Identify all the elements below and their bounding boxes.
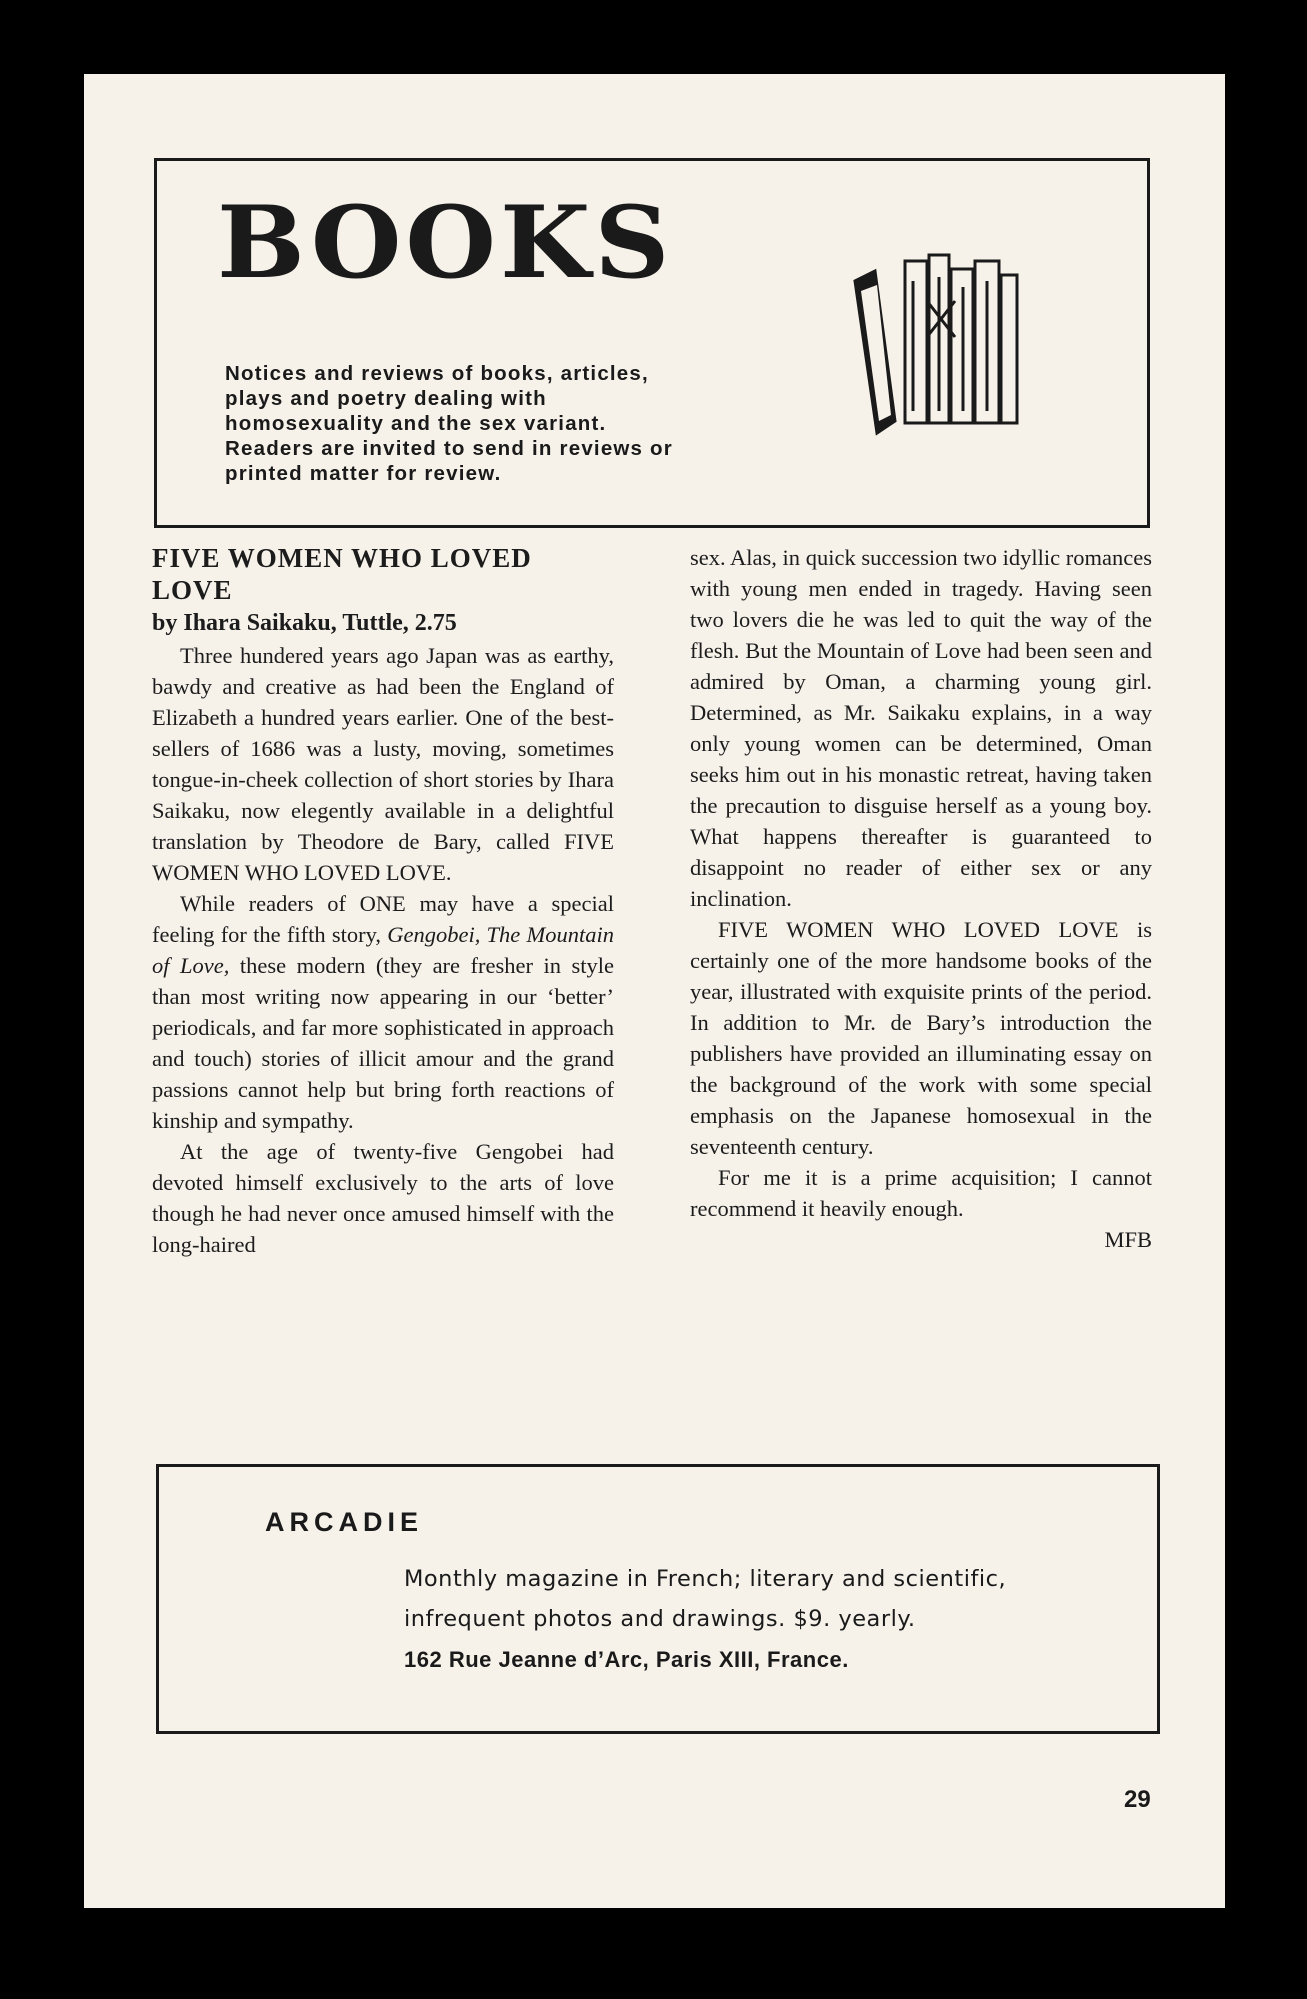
books-stack-illustration (847, 241, 1027, 441)
article-signature: MFB (1104, 1227, 1152, 1252)
arcadie-advertisement (156, 1464, 1160, 1734)
article-paragraph: sex. Alas, in quick succession two idyllic romances with young men ended in tragedy. Having seen two lovers die he was led to quit the way of the flesh. But the Mountain of Love had been seen and admired by Oman, a charming young girl. Determined, as Mr. Saikaku explains, in a way only young women can be determined, Oman seeks him out in his monastic retreat, having taken the precaution to disguise herself as a young boy. What happens thereafter is guaranteed to disappoint no reader of either sex or any inclination. (690, 545, 1152, 911)
article-left-column (152, 542, 614, 1260)
books-header-box (154, 158, 1150, 528)
article-paragraph: For me it is a prime acquisition; I cannot recommend it heavily enough. (690, 1165, 1152, 1221)
ad-address: 162 Rue Jeanne d’Arc, Paris XIII, France. (404, 1647, 849, 1672)
article-paragraph: Three hundered years ago Japan was as earthy, bawdy and creative as had been the England of Elizabeth a hundred years earlier. One of the best-sellers of 1686 was a lusty, moving, sometimes tongue-in-cheek collection of short stories by Ihara Saikaku, now elegently available in a delightful translation by Theodore de Bary, called FIVE WOMEN WHO LOVED LOVE. (152, 643, 614, 885)
ad-title: ARCADIE (265, 1507, 424, 1537)
article-paragraph: At the age of twenty-five Gengobei had devoted himself exclusively to the arts of love though he had never once amused himself with the long-haired (152, 1139, 614, 1257)
article-headline: FIVE WOMEN WHO LOVED LOVE (152, 543, 532, 605)
section-title: BOOKS (217, 184, 674, 301)
article-signature-line (690, 1224, 1152, 1255)
ad-description: Monthly magazine in French; literary and scientific, infrequent photos and drawings. $9. yearly. (404, 1566, 1007, 1632)
page-number: 29 (1124, 1786, 1151, 1813)
magazine-page (84, 74, 1225, 1908)
article-paragraph: While readers of ONE may have a special feeling for the fifth story, Gengobei, The Mountain of Love, these modern (they are fresher in style than most writing now appearing in our ‘better’ periodicals, and far more sophisticated in approach and touch) stories of illicit amour and the grand passions cannot help but bring forth reactions of kinship and sympathy. (152, 891, 615, 1133)
article-byline: by Ihara Saikaku, Tuttle, 2.75 (152, 610, 457, 636)
article-paragraph: FIVE WOMEN WHO LOVED LOVE is certainly one of the more handsome books of the year, illustrated with exquisite prints of the period. In addition to Mr. de Bary’s introduction the publishers have provided an illuminating essay on the background of the work with some special emphasis on the Japanese homosexual in the seventeenth century. (690, 917, 1152, 1159)
article-right-column (690, 542, 1152, 1255)
section-description: Notices and reviews of books, articles, plays and poetry dealing with homosexuality and the sex variant. Readers are invited to send in reviews or printed matter for review. (225, 362, 673, 485)
